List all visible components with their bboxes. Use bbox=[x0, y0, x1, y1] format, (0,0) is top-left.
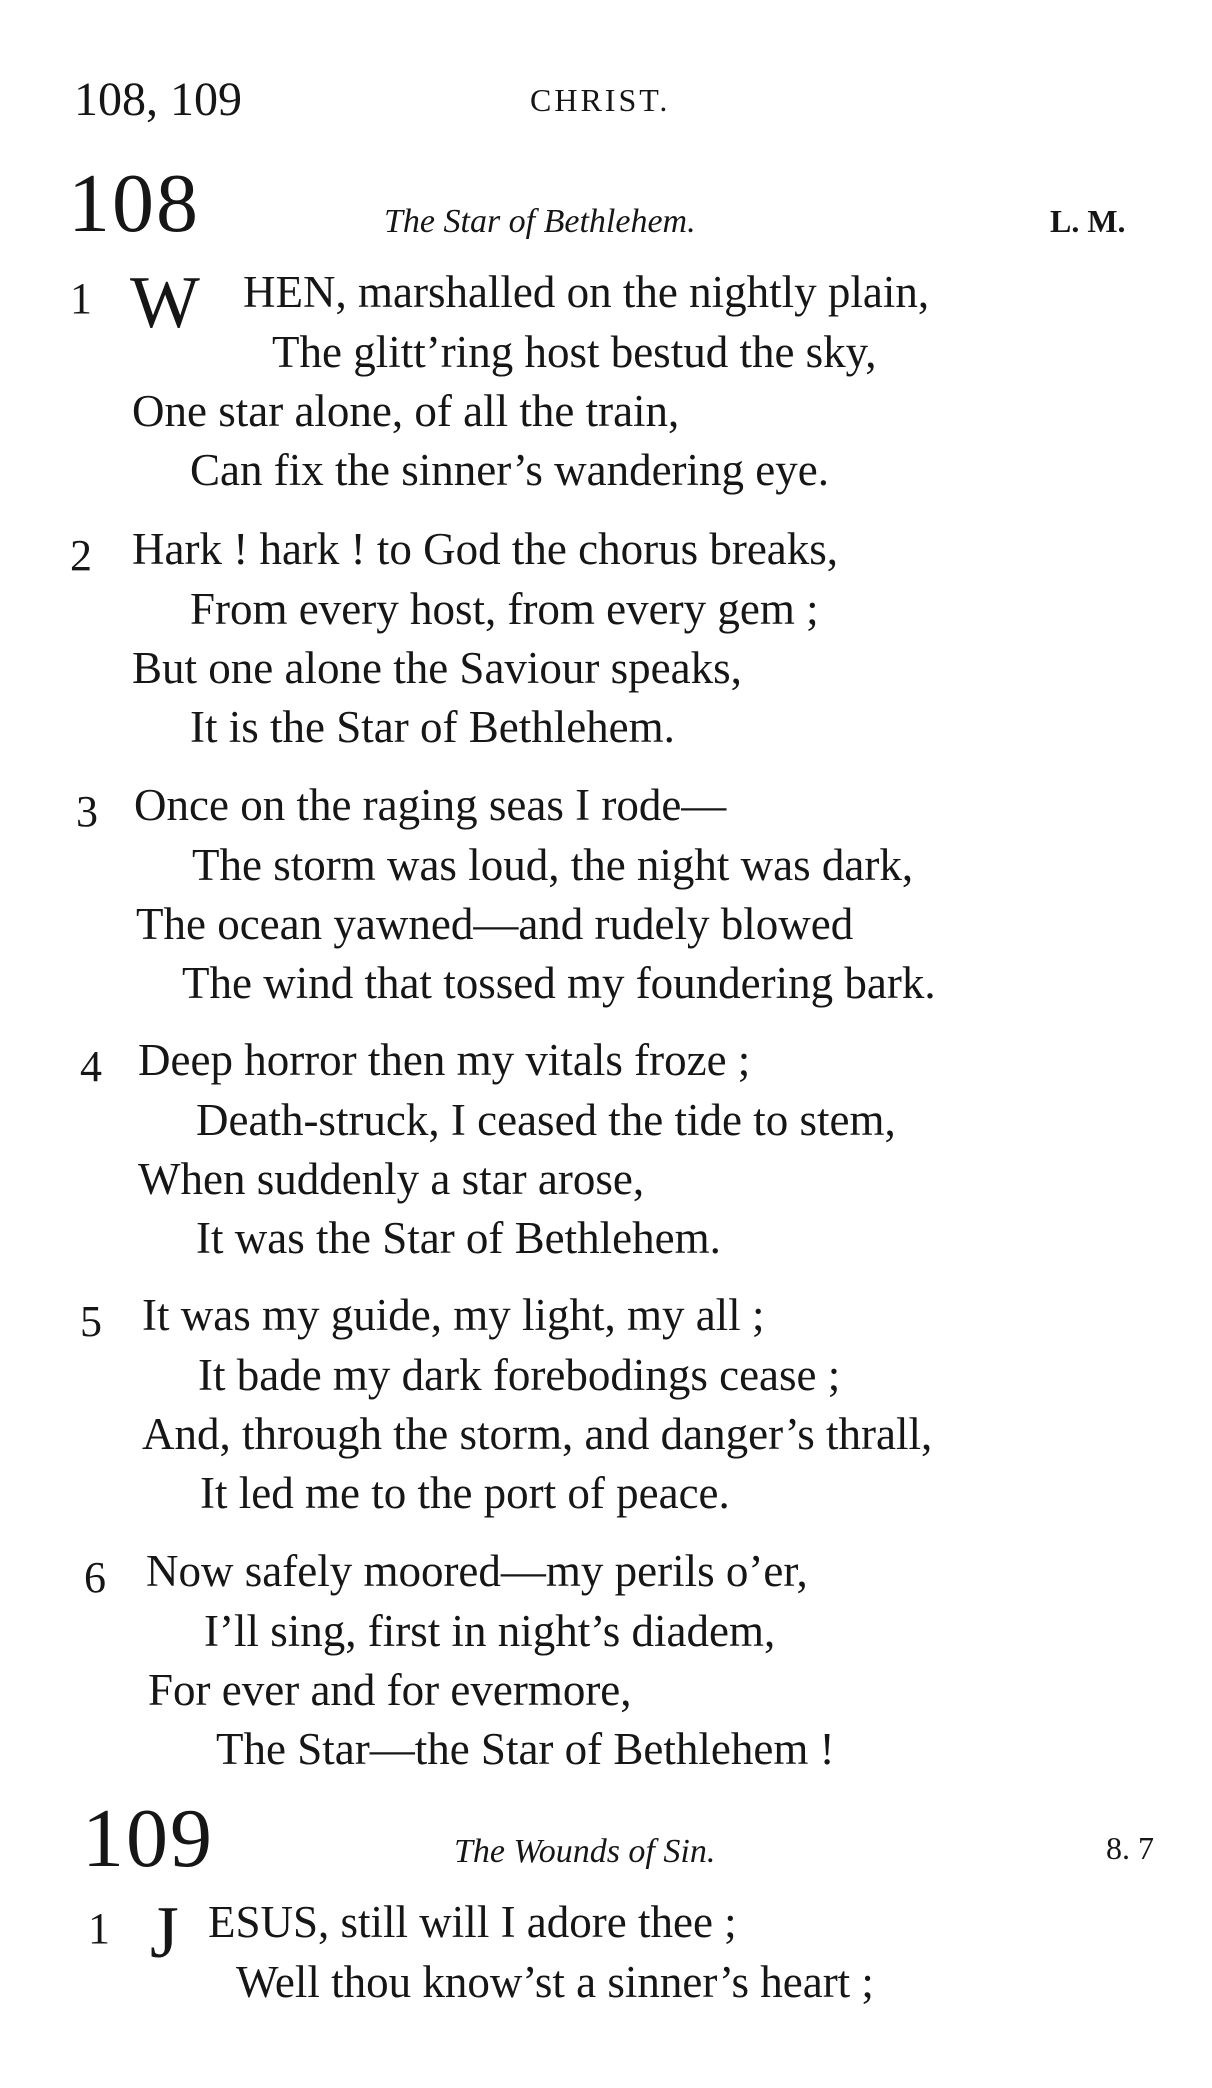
verse-number: 5 bbox=[80, 1297, 102, 1346]
verse-line: And, through the storm, and danger’s thrall, bbox=[142, 1409, 933, 1459]
verse-line: The storm was loud, the night was dark, bbox=[192, 840, 914, 890]
hymn-number: 108 bbox=[68, 157, 200, 250]
verse-line: ESUS, still will I adore thee ; bbox=[208, 1897, 737, 1947]
drop-cap: J bbox=[150, 1892, 179, 1974]
verse-line: Once on the raging seas I rode— bbox=[134, 780, 727, 830]
verse-line: Death-struck, I ceased the tide to stem, bbox=[196, 1095, 896, 1145]
verse-line: Deep horror then my vitals froze ; bbox=[138, 1035, 751, 1085]
verse-line: When suddenly a star arose, bbox=[138, 1154, 645, 1204]
hymn-meter: 8. 7 bbox=[1106, 1830, 1154, 1866]
verse-line: The glitt’ring host bestud the sky, bbox=[272, 327, 877, 377]
verse-number: 1 bbox=[70, 274, 92, 323]
verse-line: HEN, marshalled on the nightly plain, bbox=[243, 267, 930, 317]
verse-line: But one alone the Saviour speaks, bbox=[132, 643, 742, 693]
verse-line: It was the Star of Bethlehem. bbox=[196, 1213, 721, 1263]
verse-line: Hark ! hark ! to God the chorus breaks, bbox=[132, 524, 839, 574]
verse-line: It was my guide, my light, my all ; bbox=[142, 1290, 765, 1340]
verse-line: From every host, from every gem ; bbox=[190, 584, 819, 634]
verse-line: One star alone, of all the train, bbox=[132, 386, 680, 436]
verse-line: Well thou know’st a sinner’s heart ; bbox=[236, 1957, 874, 2007]
hymn-title: The Wounds of Sin. bbox=[454, 1833, 716, 1870]
drop-cap: W bbox=[130, 262, 200, 344]
verse-number: 1 bbox=[88, 1904, 110, 1953]
verse-line: I’ll sing, first in night’s diadem, bbox=[204, 1606, 776, 1656]
verse-line: It is the Star of Bethlehem. bbox=[190, 702, 675, 752]
verse-number: 6 bbox=[84, 1553, 106, 1602]
verse-line: It led me to the port of peace. bbox=[200, 1468, 730, 1518]
hymn-meter: L. M. bbox=[1050, 203, 1126, 239]
hymn-title: The Star of Bethlehem. bbox=[384, 203, 696, 240]
verse-line: Now safely moored—my perils o’er, bbox=[146, 1546, 808, 1596]
verse-number: 2 bbox=[70, 531, 92, 580]
verse-number: 4 bbox=[80, 1042, 102, 1091]
running-title: CHRIST. bbox=[530, 82, 671, 118]
verse-line: The wind that tossed my foundering bark. bbox=[182, 958, 936, 1008]
hymn-number: 109 bbox=[82, 1792, 214, 1885]
verse-line: Can fix the sinner’s wandering eye. bbox=[190, 445, 829, 495]
verse-number: 3 bbox=[76, 787, 98, 836]
verse-line: For ever and for evermore, bbox=[148, 1665, 632, 1715]
verse-line: The ocean yawned—and rudely blowed bbox=[136, 899, 854, 949]
verse-line: It bade my dark forebodings cease ; bbox=[198, 1350, 841, 1400]
page-numbers: 108, 109 bbox=[74, 73, 242, 126]
verse-line: The Star—the Star of Bethlehem ! bbox=[216, 1724, 835, 1774]
